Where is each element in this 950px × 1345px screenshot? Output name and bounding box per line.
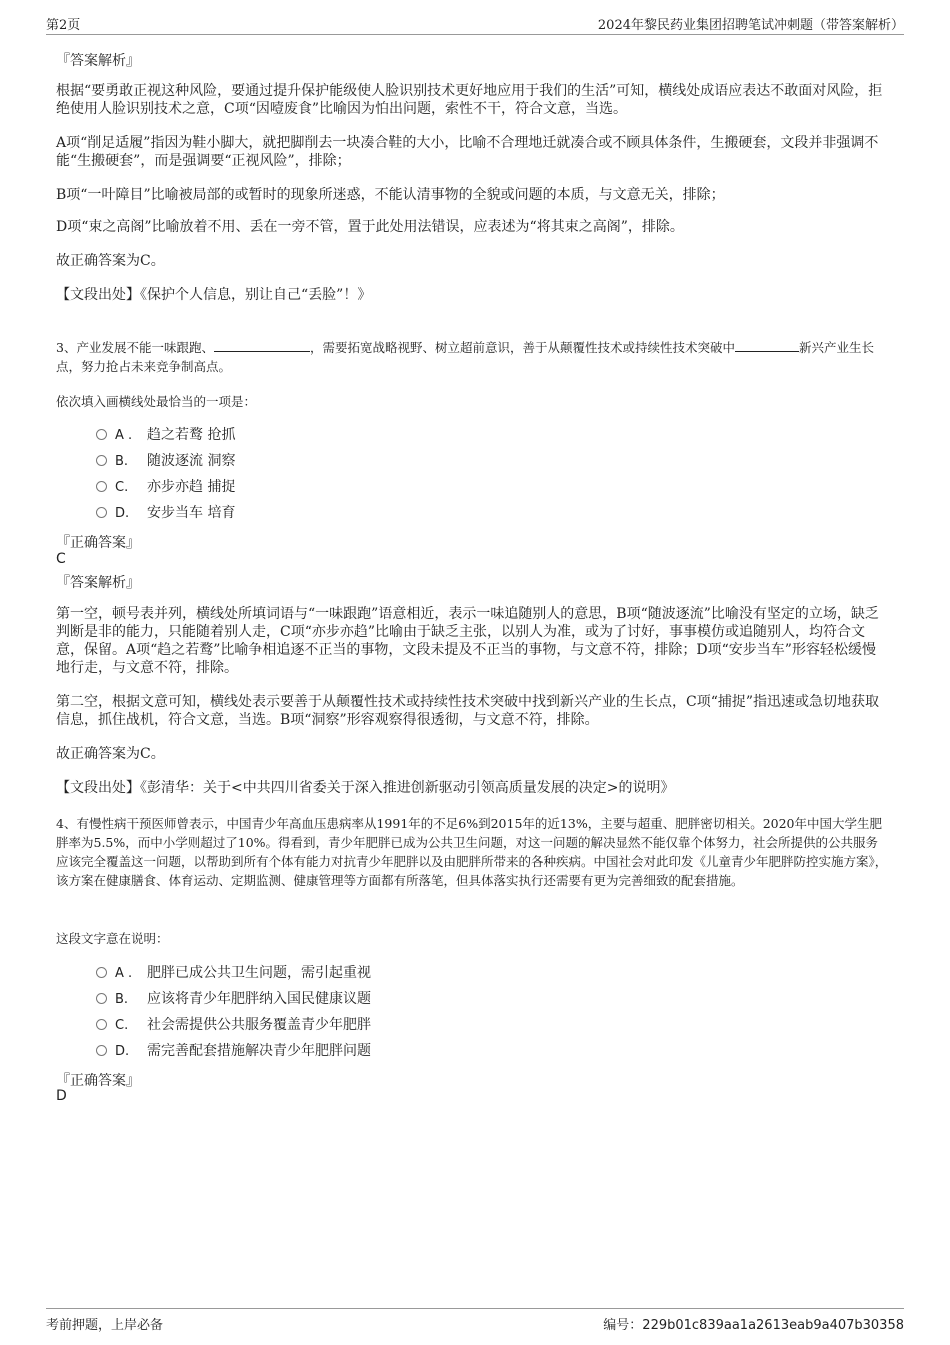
analysis-paragraph: 第二空，根据文意可知，横线处表示要善于从颠覆性技术或持续性技术突破中找到新兴产业的生长点，C项“捕捉”指迅速或急切地获取信息，抓住战机，符合文意，当选。B项“洞察”形容观察得很透彻，与文意不符，排除。 bbox=[56, 694, 880, 728]
correct-answer: D bbox=[56, 1088, 67, 1104]
question-prompt: 依次填入画横线处最恰当的一项是： bbox=[56, 394, 257, 409]
option-d[interactable]: D. 需完善配套措施解决青少年肥胖问题 bbox=[96, 1042, 371, 1061]
option-c[interactable]: C. 社会需提供公共服务覆盖青少年肥胖 bbox=[96, 1016, 371, 1035]
footer-slogan: 考前押题，上岸必备 bbox=[46, 1318, 164, 1333]
page-header bbox=[46, 12, 904, 35]
analysis-paragraph: 根据“要勇敢正视这种风险，要通过提升保护能级使人脸识别技术更好地应用于我们的生活”可知，横线处成语应表达不敢面对风险，拒绝使用人脸识别技术之意，C项“因噎废食”比喻因为怕出问题，索性不干，符合文意，当选。 bbox=[56, 83, 883, 117]
option-a[interactable]: A . 肥胖已成公共卫生问题，需引起重视 bbox=[96, 964, 371, 983]
document-code: 编号：229b01c839aa1a2613eab9a407b30358 bbox=[603, 1318, 904, 1333]
document-title: 2024年黎民药业集团招聘笔试冲刺题（带答案解析） bbox=[597, 18, 904, 33]
analysis-paragraph: B项“一叶障目”比喻被局部的或暂时的现象所迷惑，不能认清事物的全貌或问题的本质，与文意无关，排除； bbox=[56, 187, 725, 203]
radio-icon[interactable] bbox=[96, 507, 107, 518]
correct-answer-label: 『正确答案』 bbox=[56, 535, 140, 551]
conclusion-text: 故正确答案为C。 bbox=[56, 253, 165, 269]
option-d[interactable]: D. 安步当车 培育 bbox=[96, 504, 235, 523]
correct-answer-label: 『正确答案』 bbox=[56, 1073, 140, 1089]
analysis-paragraph: D项“束之高阁”比喻放着不用、丢在一旁不管，置于此处用法错误，应表述为“将其束之高阁”，排除。 bbox=[56, 219, 684, 235]
blank-line-2 bbox=[735, 339, 799, 352]
radio-icon[interactable] bbox=[96, 429, 107, 440]
option-b[interactable]: B. 应该将青少年肥胖纳入国民健康议题 bbox=[96, 990, 371, 1009]
option-b[interactable]: B. 随波逐流 洞察 bbox=[96, 452, 235, 471]
radio-icon[interactable] bbox=[96, 993, 107, 1004]
page-number: 第2页 bbox=[46, 18, 81, 33]
question-4-text: 4、有慢性病干预医师曾表示，中国青少年高血压患病率从1991年的不足6%到2015年的近13%，主要与超重、肥胖密切相关。2020年中国大学生肥胖率为5.5%，而中小学则超过了10%。得看到，青少年肥胖已成为公共卫生问题，对这一问题的解决显然不能仅靠个体努力，社会所提供的公共服务应该完全覆盖这一问题，以帮助到所有个体有能力对抗青少年肥胖以及由肥胖所带来的各种疾病。中国社会对此印发《儿童青少年肥胖防控实施方案》，该方案在健康膳食、体育运动、定期监测、健康管理等方面都有所落笔，但具体落实执行还需要有更为完善细致的配套措施。 bbox=[56, 816, 888, 888]
conclusion-text: 故正确答案为C。 bbox=[56, 746, 165, 762]
analysis-paragraph: A项“削足适履”指因为鞋小脚大，就把脚削去一块凑合鞋的大小，比喻不合理地迁就凑合或不顾具体条件，生搬硬套，文段并非强调不能“生搬硬套”，而是强调要“正视风险”，排除； bbox=[56, 135, 879, 169]
radio-icon[interactable] bbox=[96, 455, 107, 466]
source-citation: 【文段出处】《彭清华：关于<中共四川省委关于深入推进创新驱动引领高质量发展的决定>的说明》 bbox=[56, 780, 675, 796]
blank-line-1 bbox=[214, 339, 310, 352]
radio-icon[interactable] bbox=[96, 481, 107, 492]
radio-icon[interactable] bbox=[96, 1045, 107, 1056]
correct-answer: C bbox=[56, 551, 66, 567]
source-citation: 【文段出处】《保护个人信息，别让自己“丢脸”！》 bbox=[56, 287, 372, 303]
option-c[interactable]: C. 亦步亦趋 捕捉 bbox=[96, 478, 235, 497]
question-3-text: 3、产业发展不能一味跟跑、 ，需要拓宽战略视野、树立超前意识，善于从颠覆性技术或持续性技术突破中 新兴产业生长点，努力抢占未来竞争制高点。 bbox=[56, 340, 874, 374]
radio-icon[interactable] bbox=[96, 967, 107, 978]
radio-icon[interactable] bbox=[96, 1019, 107, 1030]
analysis-paragraph: 第一空，顿号表并列，横线处所填词语与“一味跟跑”语意相近，表示一味追随别人的意思，B项“随波逐流”比喻没有坚定的立场，缺乏判断是非的能力，只能随着别人走，C项“亦步亦趋”比喻由于缺乏主张，以别人为准，或为了讨好，事事模仿或追随别人，均符合文意，保留。A项“趋之若鹜”比喻争相追逐不正当的事物，文段未提及不正当的事物，与文意不符，排除；D项“安步当车”形容轻松缓慢地行走，与文意不符，排除。 bbox=[56, 606, 879, 676]
option-a[interactable]: A . 趋之若鹜 抢抓 bbox=[96, 426, 235, 445]
analysis-label: 『答案解析』 bbox=[56, 575, 140, 591]
analysis-label: 『答案解析』 bbox=[56, 53, 140, 69]
question-prompt: 这段文字意在说明： bbox=[56, 931, 169, 946]
page-footer bbox=[46, 1308, 904, 1333]
